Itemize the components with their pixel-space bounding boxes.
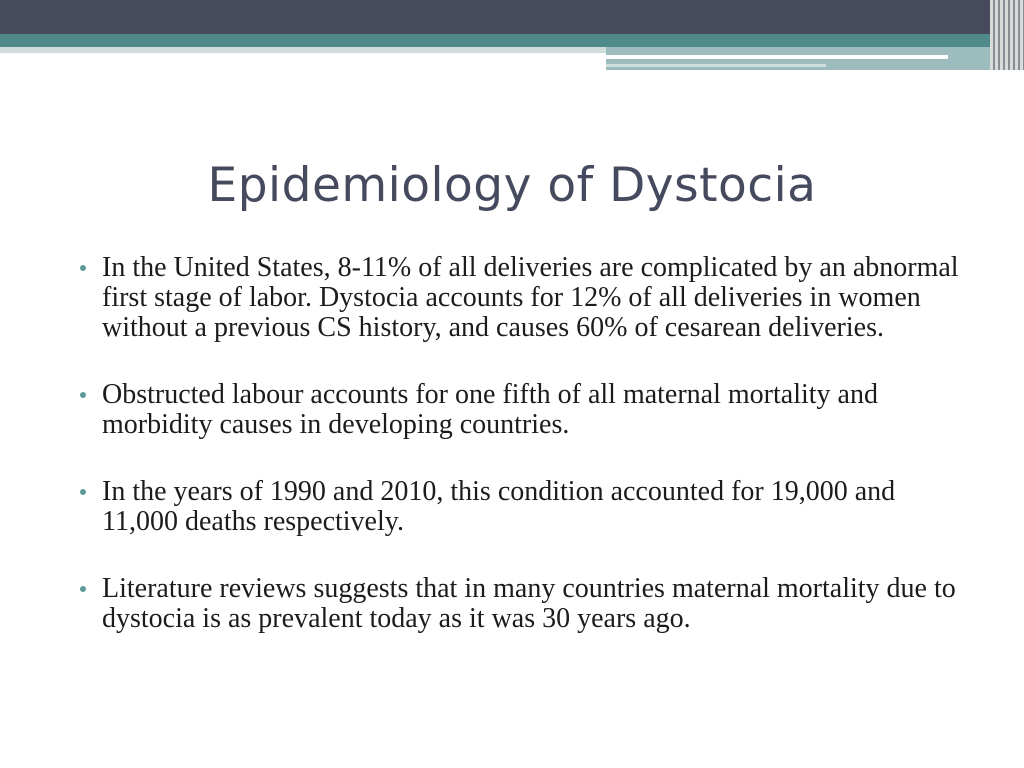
header-accent-line-secondary <box>606 64 826 67</box>
bullet-item <box>72 477 972 537</box>
bullet-text: In the years of 1990 and 2010, this condition accounted for 19,000 and 11,000 deaths respectively. <box>102 476 896 537</box>
slide-title: Epidemiology of Dystocia <box>207 158 817 213</box>
bullet-list <box>72 253 972 671</box>
bullet-dot-icon <box>80 265 86 271</box>
bullet-item <box>72 253 972 343</box>
corner-stripes-decoration <box>990 0 1024 70</box>
bullet-text: In the United States, 8-11% of all deliveries are complicated by an abnormal first stage of labor. Dystocia accounts for 12% of all deliveries in women without a previous CS history, and causes 60% of cesarean deliveries. <box>102 252 959 343</box>
bullet-text: Obstructed labour accounts for one fifth of all maternal mortality and morbidity causes in developing countries. <box>102 379 878 440</box>
header-band-teal <box>0 34 1024 47</box>
bullet-dot-icon <box>80 586 86 592</box>
header-band-dark <box>0 0 1024 34</box>
bullet-dot-icon <box>80 392 86 398</box>
bullet-item <box>72 574 972 634</box>
bullet-item <box>72 380 972 440</box>
header-accent-line <box>606 55 948 59</box>
bullet-text: Literature reviews suggests that in many countries maternal mortality due to dystocia is as prevalent today as it was 30 years ago. <box>102 573 956 634</box>
bullet-dot-icon <box>80 489 86 495</box>
